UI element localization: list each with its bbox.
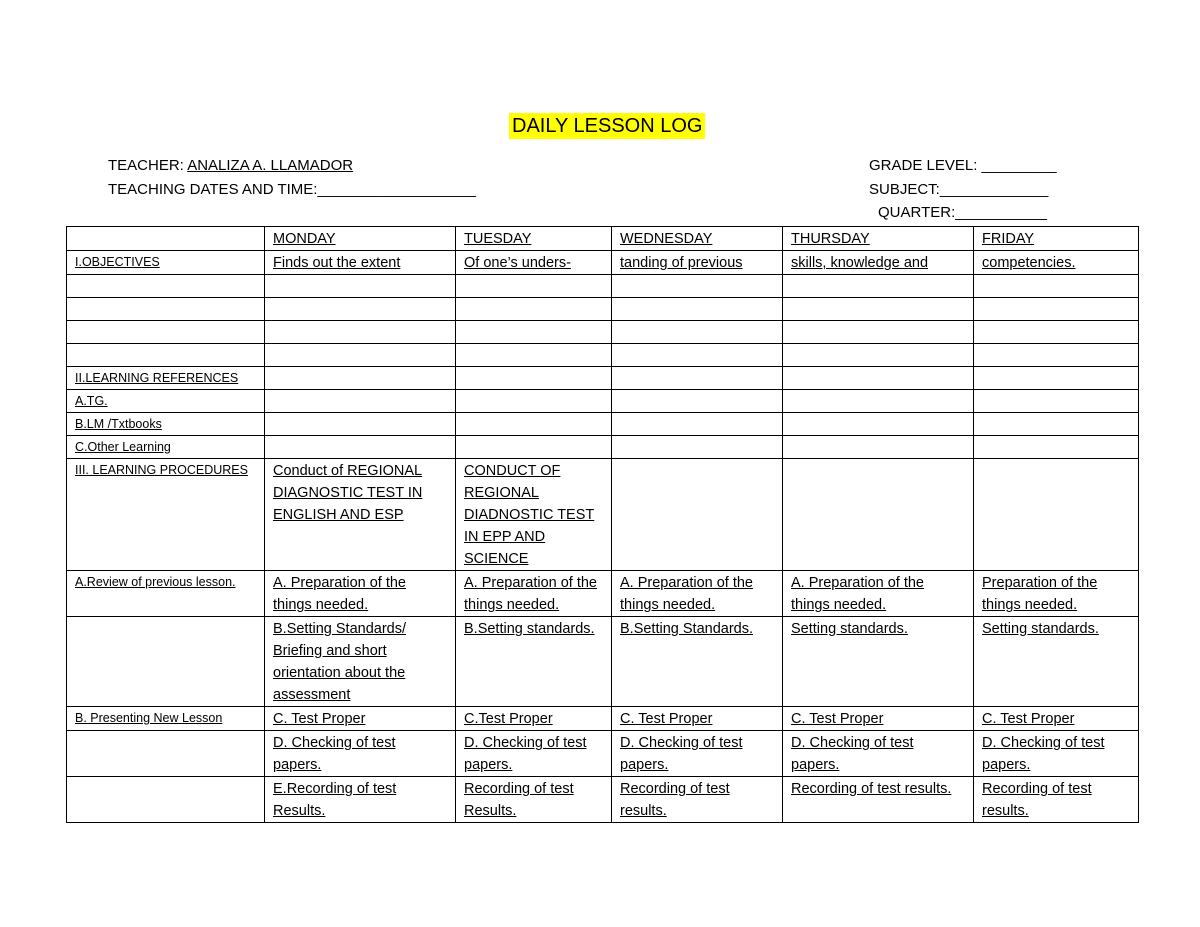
table-row xyxy=(67,731,1139,777)
cell-monday xyxy=(265,367,456,390)
cell-wednesday: D. Checking of test papers. xyxy=(612,731,783,777)
quarter-line: QUARTER:___________ xyxy=(878,204,1047,221)
cell-tuesday xyxy=(456,367,612,390)
cell-friday: Setting standards. xyxy=(974,617,1139,707)
cell-monday xyxy=(265,298,456,321)
cell-friday xyxy=(974,413,1139,436)
day-header-thursday: THURSDAY xyxy=(783,227,974,251)
teacher-name: ANALIZA A. LLAMADOR xyxy=(187,157,354,174)
cell-thursday xyxy=(783,390,974,413)
cell-monday xyxy=(265,321,456,344)
cell-friday: Recording of test results. xyxy=(974,777,1139,823)
row-label-cell xyxy=(67,275,265,298)
grade-level-line: GRADE LEVEL: _________ xyxy=(869,157,1057,174)
cell-wednesday xyxy=(612,413,783,436)
cell-friday xyxy=(974,344,1139,367)
cell-tuesday xyxy=(456,413,612,436)
cell-tuesday: Recording of test Results. xyxy=(456,777,612,823)
cell-tuesday xyxy=(456,298,612,321)
cell-wednesday: tanding of previous xyxy=(612,251,783,275)
cell-tuesday: A. Preparation of the things needed. xyxy=(456,571,612,617)
lesson-log-table xyxy=(66,226,1139,823)
cell-monday: Conduct of REGIONAL DIAGNOSTIC TEST IN ENGLISH AND ESP xyxy=(265,459,456,571)
cell-wednesday: C. Test Proper xyxy=(612,707,783,731)
cell-thursday xyxy=(783,321,974,344)
cell-thursday: A. Preparation of the things needed. xyxy=(783,571,974,617)
table-row xyxy=(67,571,1139,617)
row-label-cell xyxy=(67,617,265,707)
row-label-cell: III. LEARNING PROCEDURES xyxy=(67,459,265,571)
table-row xyxy=(67,777,1139,823)
cell-tuesday: C.Test Proper xyxy=(456,707,612,731)
row-label-cell xyxy=(67,731,265,777)
cell-wednesday xyxy=(612,436,783,459)
table-row xyxy=(67,298,1139,321)
table-row xyxy=(67,436,1139,459)
teacher-line xyxy=(108,156,353,176)
dates-line: TEACHING DATES AND TIME:___________________ xyxy=(108,181,476,198)
cell-wednesday xyxy=(612,298,783,321)
cell-thursday xyxy=(783,436,974,459)
cell-thursday: Recording of test results. xyxy=(783,777,974,823)
cell-thursday xyxy=(783,459,974,571)
cell-friday xyxy=(974,367,1139,390)
corner-cell xyxy=(67,227,265,251)
cell-tuesday xyxy=(456,275,612,298)
table-row xyxy=(67,390,1139,413)
table-row xyxy=(67,321,1139,344)
row-label-cell: C.Other Learning xyxy=(67,436,265,459)
cell-monday: C. Test Proper xyxy=(265,707,456,731)
cell-friday xyxy=(974,459,1139,571)
table-row xyxy=(67,344,1139,367)
table-row xyxy=(67,459,1139,571)
cell-monday: E.Recording of test Results. xyxy=(265,777,456,823)
cell-tuesday xyxy=(456,344,612,367)
cell-wednesday xyxy=(612,321,783,344)
cell-tuesday: Of one’s unders- xyxy=(456,251,612,275)
cell-monday xyxy=(265,275,456,298)
table-row xyxy=(67,413,1139,436)
subject-line: SUBJECT:_____________ xyxy=(869,181,1049,198)
cell-friday xyxy=(974,275,1139,298)
cell-friday xyxy=(974,436,1139,459)
cell-tuesday xyxy=(456,321,612,344)
cell-thursday xyxy=(783,413,974,436)
cell-thursday: skills, knowledge and xyxy=(783,251,974,275)
cell-tuesday xyxy=(456,390,612,413)
row-label-cell: A.TG. xyxy=(67,390,265,413)
document-title: DAILY LESSON LOG xyxy=(509,113,705,139)
row-label-cell xyxy=(67,344,265,367)
cell-wednesday xyxy=(612,367,783,390)
table-row xyxy=(67,617,1139,707)
row-label-cell: B. Presenting New Lesson xyxy=(67,707,265,731)
table-row xyxy=(67,275,1139,298)
cell-wednesday xyxy=(612,275,783,298)
cell-monday: A. Preparation of the things needed. xyxy=(265,571,456,617)
row-label-cell xyxy=(67,298,265,321)
cell-friday xyxy=(974,390,1139,413)
cell-monday: B.Setting Standards/ Briefing and short orientation about the assessment xyxy=(265,617,456,707)
cell-friday: Preparation of the things needed. xyxy=(974,571,1139,617)
cell-monday xyxy=(265,390,456,413)
cell-monday xyxy=(265,413,456,436)
cell-tuesday: CONDUCT OF REGIONAL DIADNOSTIC TEST IN EPP AND SCIENCE xyxy=(456,459,612,571)
cell-monday xyxy=(265,436,456,459)
cell-thursday: D. Checking of test papers. xyxy=(783,731,974,777)
cell-thursday: C. Test Proper xyxy=(783,707,974,731)
cell-wednesday xyxy=(612,344,783,367)
cell-thursday xyxy=(783,367,974,390)
teacher-label: TEACHER: xyxy=(108,157,184,174)
cell-thursday xyxy=(783,298,974,321)
cell-thursday xyxy=(783,344,974,367)
cell-friday xyxy=(974,321,1139,344)
row-label-cell: B.LM /Txtbooks xyxy=(67,413,265,436)
cell-wednesday xyxy=(612,390,783,413)
day-header-friday: FRIDAY xyxy=(974,227,1139,251)
cell-friday: C. Test Proper xyxy=(974,707,1139,731)
day-header-wednesday: WEDNESDAY xyxy=(612,227,783,251)
table-row xyxy=(67,251,1139,275)
row-label-cell: I.OBJECTIVES xyxy=(67,251,265,275)
day-header-monday: MONDAY xyxy=(265,227,456,251)
cell-monday: Finds out the extent xyxy=(265,251,456,275)
cell-wednesday xyxy=(612,459,783,571)
cell-wednesday: Recording of test results. xyxy=(612,777,783,823)
cell-friday: D. Checking of test papers. xyxy=(974,731,1139,777)
cell-friday xyxy=(974,298,1139,321)
cell-tuesday xyxy=(456,436,612,459)
row-label-cell: II.LEARNING REFERENCES xyxy=(67,367,265,390)
day-header-row xyxy=(67,227,1139,251)
cell-wednesday: B.Setting Standards. xyxy=(612,617,783,707)
table-row xyxy=(67,367,1139,390)
row-label-cell: A.Review of previous lesson. xyxy=(67,571,265,617)
row-label-cell xyxy=(67,777,265,823)
day-header-tuesday: TUESDAY xyxy=(456,227,612,251)
cell-thursday xyxy=(783,275,974,298)
cell-tuesday: D. Checking of test papers. xyxy=(456,731,612,777)
cell-friday: competencies. xyxy=(974,251,1139,275)
row-label-cell xyxy=(67,321,265,344)
cell-wednesday: A. Preparation of the things needed. xyxy=(612,571,783,617)
cell-tuesday: B.Setting standards. xyxy=(456,617,612,707)
table-row xyxy=(67,707,1139,731)
cell-monday: D. Checking of test papers. xyxy=(265,731,456,777)
cell-monday xyxy=(265,344,456,367)
cell-thursday: Setting standards. xyxy=(783,617,974,707)
